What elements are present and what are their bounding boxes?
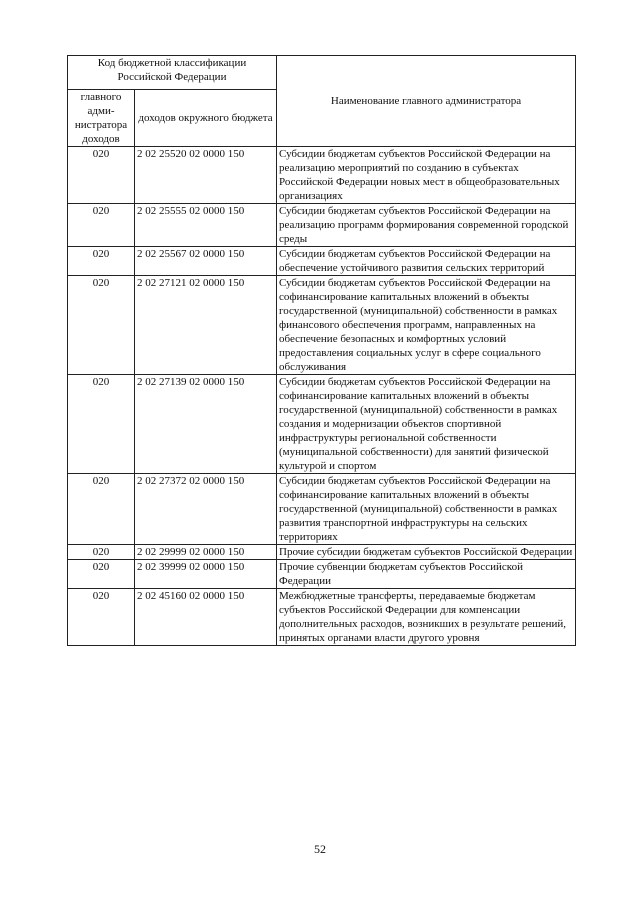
income-code-cell: 2 02 27372 02 0000 150 (135, 474, 277, 545)
income-code-cell: 2 02 45160 02 0000 150 (135, 589, 277, 646)
table-row (68, 204, 576, 247)
admin-code-cell: 020 (68, 474, 135, 545)
administrator-name-cell: Межбюджетные трансферты, передаваемые бюджетам субъектов Российской Федерации для компенсации дополнительных расходов, возникших в результате решений, принятых органами власти другого уровня (277, 589, 576, 646)
income-code-cell: 2 02 27139 02 0000 150 (135, 375, 277, 474)
table-row (68, 589, 576, 646)
administrator-name-cell: Субсидии бюджетам субъектов Российской Федерации на софинансирование капитальных вложений в объекты государственной (муниципальной) собственности в рамках финансового обеспечения программ, направленных на обеспечение безопасных и комфортных условий предоставления социальных услуг в сфере социального обслуживания (277, 276, 576, 375)
administrator-name-cell: Субсидии бюджетам субъектов Российской Федерации на реализацию мероприятий по созданию в субъектах Российской Федерации новых мест в общеобразовательных организациях (277, 147, 576, 204)
admin-code-cell: 020 (68, 204, 135, 247)
admin-code-cell: 020 (68, 589, 135, 646)
income-code-cell: 2 02 25567 02 0000 150 (135, 247, 277, 276)
income-code-cell: 2 02 25520 02 0000 150 (135, 147, 277, 204)
administrator-name-cell: Субсидии бюджетам субъектов Российской Федерации на реализацию программ формирования современной городской среды (277, 204, 576, 247)
admin-code-cell: 020 (68, 560, 135, 589)
table-row (68, 247, 576, 276)
admin-code-cell: 020 (68, 147, 135, 204)
admin-code-cell: 020 (68, 247, 135, 276)
name-column-header: Наименование главного администратора (277, 56, 576, 147)
administrator-name-cell: Субсидии бюджетам субъектов Российской Федерации на софинансирование капитальных вложений в объекты государственной (муниципальной) собственности в рамках развития транспортной инфраструктуры на сельских территориях (277, 474, 576, 545)
admin-code-cell: 020 (68, 375, 135, 474)
table-row (68, 147, 576, 204)
income-column-header: доходов окружного бюджета (135, 90, 277, 147)
table-row (68, 375, 576, 474)
administrator-name-cell: Прочие субсидии бюджетам субъектов Российской Федерации (277, 545, 576, 560)
kbk-header: Код бюджетной классификации Российской Федерации (68, 56, 277, 90)
admin-code-cell: 020 (68, 276, 135, 375)
table-row (68, 560, 576, 589)
administrator-name-cell: Субсидии бюджетам субъектов Российской Федерации на обеспечение устойчивого развития сельских территорий (277, 247, 576, 276)
income-code-cell: 2 02 29999 02 0000 150 (135, 545, 277, 560)
table-row (68, 474, 576, 545)
budget-classification-table (67, 55, 576, 646)
table-row (68, 545, 576, 560)
page-number: 52 (314, 842, 326, 856)
administrator-name-cell: Субсидии бюджетам субъектов Российской Федерации на софинансирование капитальных вложений в объекты государственной (муниципальной) собственности в рамках создания и модернизации объектов спортивной инфраструктуры региональной собственности (муниципальной собственности) для занятий физической культурой и спортом (277, 375, 576, 474)
income-code-cell: 2 02 25555 02 0000 150 (135, 204, 277, 247)
table-row (68, 276, 576, 375)
administrator-name-cell: Прочие субвенции бюджетам субъектов Российской Федерации (277, 560, 576, 589)
admin-column-header: главного адми-нистратора доходов (68, 90, 135, 147)
income-code-cell: 2 02 39999 02 0000 150 (135, 560, 277, 589)
admin-code-cell: 020 (68, 545, 135, 560)
income-code-cell: 2 02 27121 02 0000 150 (135, 276, 277, 375)
